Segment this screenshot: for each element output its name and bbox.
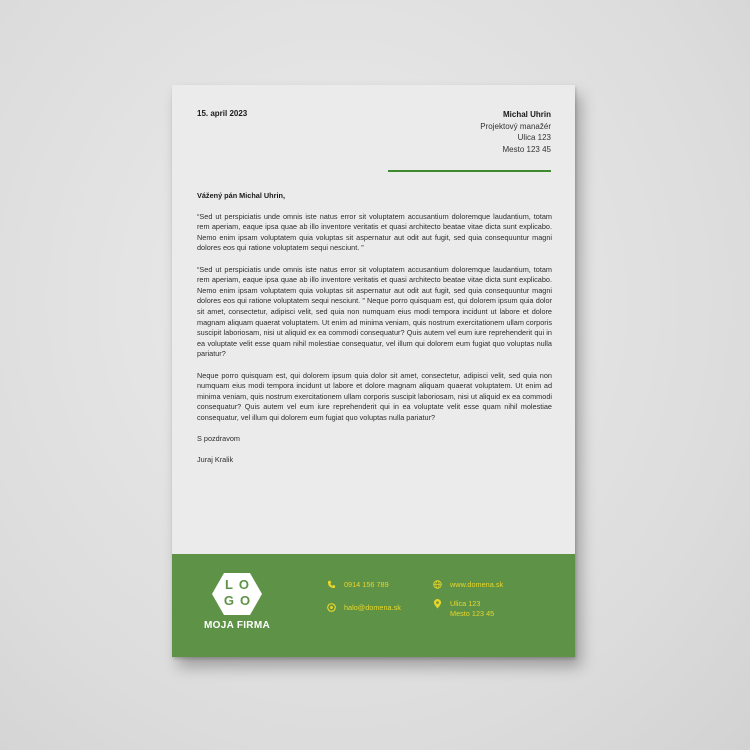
logo-line-1: LO [224, 577, 256, 592]
website-url[interactable]: www.domena.sk [450, 580, 504, 589]
letterhead-sheet [172, 85, 575, 657]
letter-date: 15. april 2023 [197, 109, 248, 118]
email-icon [327, 603, 336, 612]
paragraph-1: “Sed ut perspiciatis unde omnis iste natus error sit voluptatem accusantium doloremque laudantium, totam rem aperiam, eaque ipsa quae ab illo inventore veritatis et quasi architecto beatae vitae dicta sunt explicabo. Nemo enim ipsam voluptatem quia voluptas sit aspernatur aut odit aut fugit, sed quia consequuntur magni dolores eos qui ratione voluptatem sequi nesciunt. ” [197, 211, 552, 253]
globe-icon [433, 580, 442, 589]
sender-street: Ulica 123 [517, 133, 551, 142]
address [450, 599, 494, 619]
paragraph-2: “Sed ut perspiciatis unde omnis iste natus error sit voluptatem accusantium doloremque laudantium, totam rem aperiam, eaque ipsa quae ab illo inventore veritatis et quasi architecto beatae vitae dicta sunt explicabo. Nemo enim ipsam voluptatem quia voluptas sit aspernatur aut odit aut fugit, sed quia consequuntur magni dolores eos qui ratione voluptatem sequi nesciunt. ” Neque porro quisquam est, qui dolorem ipsum quia dolor sit amet, consectetur, adipisci velit, sed quia non numquam eius modi tempora incidunt ut labore et dolore magnam aliquam quaerat voluptatem. Ut enim ad minima veniam, quis nostrum exercitationem ullam corporis suscipit laboriosam, nisi ut aliquid ex ea commodi consequatur? Quis autem vel eum iure reprehenderit qui in ea voluptate velit esse quam nihil molestiae consequatur, vel illum qui dolorem eum fugiat quo voluptas nulla pariatur? [197, 264, 552, 359]
address-line-1: Ulica 123 [450, 599, 481, 608]
footer-band [172, 554, 575, 657]
sender-city: Mesto 123 45 [502, 144, 551, 154]
sender-title: Projektový manažér [480, 121, 551, 131]
logo [211, 574, 263, 614]
header-divider [388, 170, 551, 172]
email-address[interactable]: halo@domena.sk [344, 603, 401, 612]
company-name: MOJA FIRMA [204, 620, 270, 631]
address-line-2: Mesto 123 45 [450, 609, 495, 618]
signature: Juraj Kralik [197, 455, 234, 465]
phone-number[interactable]: 0914 156 789 [344, 580, 389, 589]
sender-block [480, 109, 551, 155]
location-pin-icon [433, 599, 442, 608]
sender-name: Michal Uhrin [502, 110, 551, 119]
letter-body [197, 191, 552, 476]
logo-line-2: GO [223, 593, 257, 608]
phone-icon [327, 580, 336, 589]
greeting: Vážený pán Michal Uhrin, [197, 191, 285, 200]
paragraph-3: Neque porro quisquam est, qui dolorem ipsum quia dolor sit amet, consectetur, adipisci velit, sed quia non numquam eius modi tempora incidunt ut labore et dolore magnam aliquam quaerat voluptatem. Ut enim ad minima veniam, quis nostrum exercitationem ullam corporis suscipit laboriosam, nisi ut aliquid ex ea commodi consequatur? Quis autem vel eum iure reprehenderit qui in ea voluptate velit esse quam nihil molestiae consequatur, vel illum qui dolorem eum fugiat quo voluptas nulla pariatur? [197, 370, 552, 422]
closing: S pozdravom [197, 434, 240, 444]
